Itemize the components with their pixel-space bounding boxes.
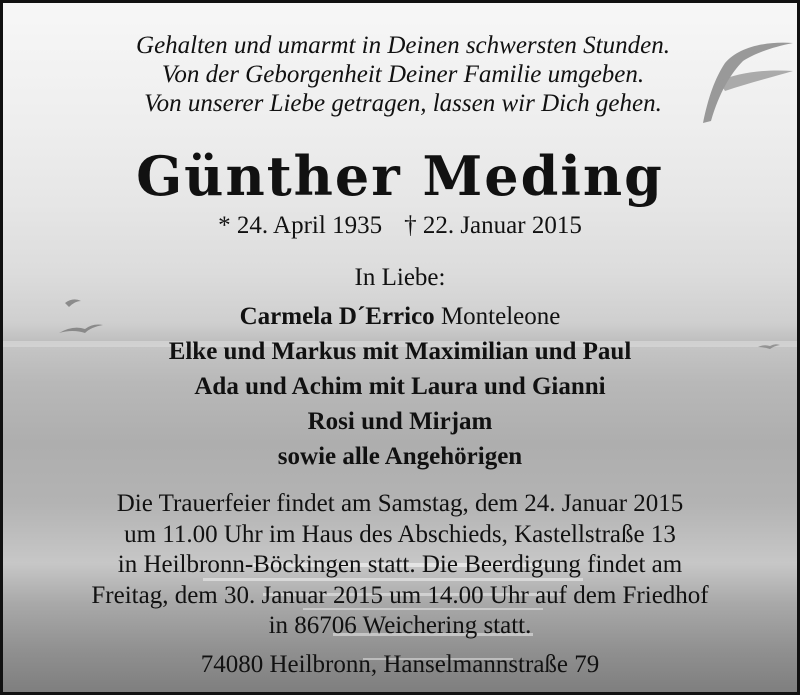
- mourner-line: Rosi und Mirjam: [307, 408, 493, 435]
- mourner-name-normal: Monteleone: [434, 303, 561, 330]
- mourners-intro: In Liebe:: [354, 264, 446, 291]
- poem-line: Von unserer Liebe getragen, lassen wir Dich gehen.: [144, 90, 662, 117]
- mourner-line: Ada und Achim mit Laura und Gianni: [194, 373, 606, 400]
- ceremony-line: in 86706 Weichering statt.: [268, 612, 532, 639]
- mourner-name-bold: Carmela D´Errico: [239, 303, 435, 330]
- mourner-line: [3, 299, 797, 334]
- birth-date: * 24. April 1935: [218, 212, 383, 239]
- mourner-line: sowie alle Angehörigen: [277, 443, 523, 470]
- poem-line: Von der Geborgenheit Deiner Familie umgeben.: [161, 61, 645, 88]
- death-date: † 22. Januar 2015: [404, 212, 582, 239]
- ceremony-line: in Heilbronn-Böckingen statt. Die Beerdigung findet am: [117, 551, 683, 578]
- poem-line: Gehalten und umarmt in Deinen schwersten Stunden.: [136, 32, 670, 59]
- ceremony-line: um 11.00 Uhr im Haus des Abschieds, Kastellstraße 13: [124, 520, 676, 548]
- poem: [3, 31, 797, 118]
- ceremony-line: Freitag, dem 30. Januar 2015 um 14.00 Uhr auf dem Friedhof: [91, 581, 709, 609]
- ceremony-line: Die Trauerfeier findet am Samstag, dem 24. Januar 2015: [116, 490, 684, 517]
- mourner-line: Elke und Markus mit Maximilian und Paul: [168, 338, 632, 365]
- life-dates: [3, 211, 797, 241]
- mourners-list: [3, 299, 797, 474]
- family-address: 74080 Heilbronn, Hanselmannstraße 79: [200, 651, 600, 678]
- ceremony-details: [3, 489, 797, 642]
- deceased-name: Günther Meding: [136, 144, 664, 208]
